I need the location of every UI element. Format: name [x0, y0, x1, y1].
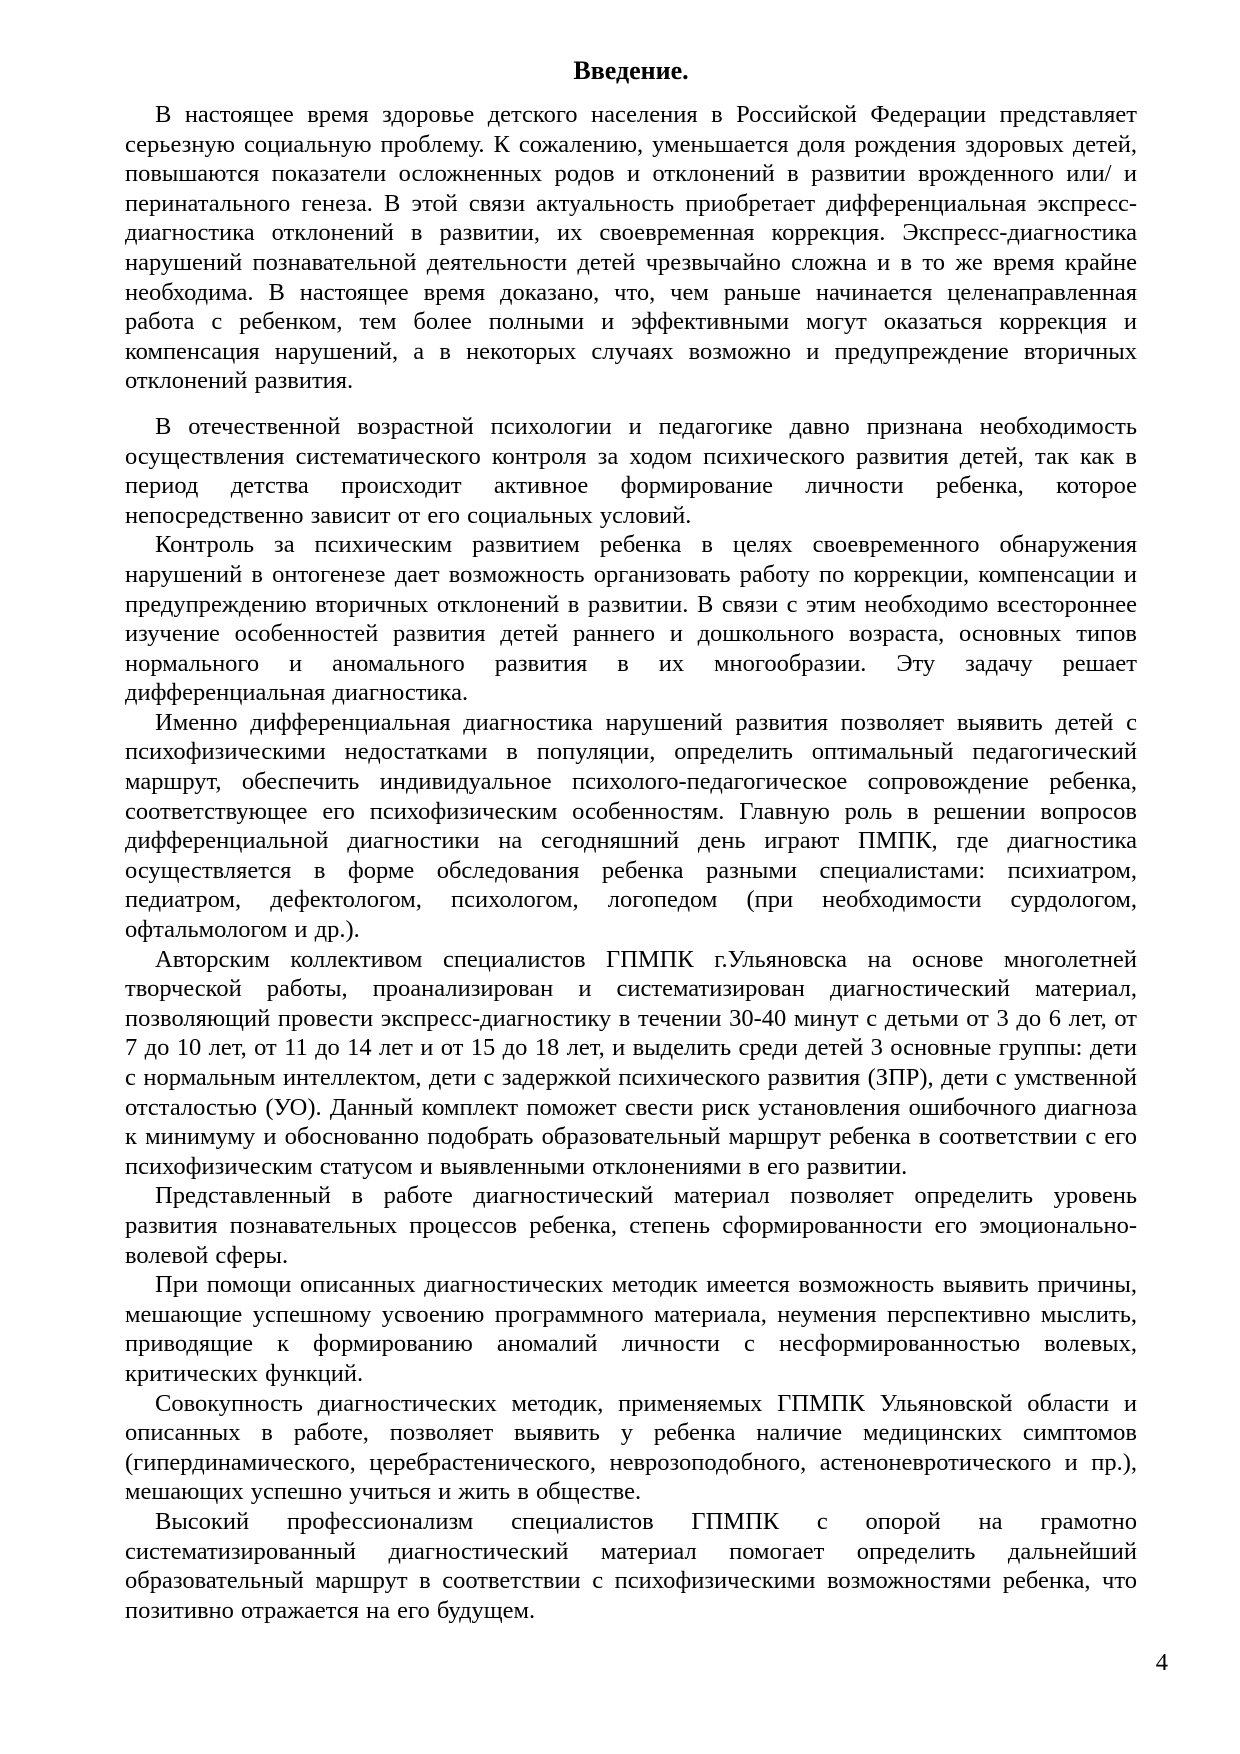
paragraph: В отечественной возрастной психологии и педагогике давно признана необходимость осуществления систематического контроля за ходом психического развития детей, так как в период детства происходит активное формирование личности ребенка, которое непосредственно зависит от его социальных условий. — [125, 412, 1137, 529]
paragraph: При помощи описанных диагностических методик имеется возможность выявить причины, мешающие успешному усвоению программного материала, неумения перспективно мыслить, приводящие к формированию аномалий личности с несформированностью волевых, критических функций. — [125, 1271, 1137, 1387]
text-column — [125, 56, 1137, 1625]
paragraph: В настоящее время здоровье детского населения в Российской Федерации представляет серьезную социальную проблему. К сожалению, уменьшается доля рождения здоровых детей, повышаются показатели осложненных родов и отклонений в развитии врожденного или/ и перинатального генеза. В этой связи актуальность приобретает дифференциальная экспресс-диагностика отклонений в развитии, их своевременная коррекция. Экспресс-диагностика нарушений познавательной деятельности детей чрезвычайно сложна и в то же время крайне необходима. В настоящее время доказано, что, чем раньше начинается целенаправленная работа с ребенком, тем более полными и эффективными могут оказаться коррекция и компенсация нарушений, а в некоторых случаях возможно и предупреждение вторичных отклонений развития. — [125, 101, 1137, 395]
paragraph: Высокий профессионализм специалистов ГПМПК с опорой на грамотно систематизированный диагностический материал помогает определить дальнейший образовательный маршрут в соответствии с психофизическими возможностями ребенка, что позитивно отражается на его будущем. — [125, 1507, 1137, 1624]
paragraph: Представленный в работе диагностический материал позволяет определить уровень развития познавательных процессов ребенка, степень сформированности его эмоционально-волевой сферы. — [125, 1182, 1137, 1269]
paragraph: Контроль за психическим развитием ребенка в целях своевременного обнаружения нарушений в онтогенезе дает возможность организовать работу по коррекции, компенсации и предупреждению вторичных отклонений в развитии. В связи с этим необходимо всестороннее изучение особенностей развития детей раннего и дошкольного возраста, основных типов нормального и аномального развития в их многообразии. Эту задачу решает дифференциальная диагностика. — [125, 531, 1137, 707]
document-body — [125, 100, 1137, 1625]
page-title: Введение. — [573, 56, 689, 85]
paragraph: Авторским коллективом специалистов ГПМПК г.Ульяновска на основе многолетней творческой работы, проанализирован и систематизирован диагностический материал, позволяющий провести экспресс-диагностику в течении 30-40 минут с детьми от 3 до 6 лет, от 7 до 10 лет, от 11 до 14 лет и от 15 до 18 лет, и выделить среди детей 3 основные группы: дети с нормальным интеллектом, дети с задержкой психического развития (ЗПР), дети с умственной отсталостью (УО). Данный комплект поможет свести риск установления ошибочного диагноза к минимуму и обоснованно подобрать образовательный маршрут ребенка в соответствии с его психофизическим статусом и выявленными отклонениями в его развитии. — [125, 945, 1137, 1180]
paragraph: Совокупность диагностических методик, применяемых ГПМПК Ульяновской области и описанных в работе, позволяет выявить у ребенка наличие медицинских симптомов (гипердинамического, церебрастенического, неврозоподобного, астеноневротического и пр.), мешающих успешно учиться и жить в обществе. — [125, 1389, 1137, 1506]
paragraph: Именно дифференциальная диагностика нарушений развития позволяет выявить детей с психофизическими недостатками в популяции, определить оптимальный педагогический маршрут, обеспечить индивидуальное психолого-педагогическое сопровождение ребенка, соответствующее его психофизическим особенностям. Главную роль в решении вопросов дифференциальной диагностики на сегодняшний день играют ПМПК, где диагностика осуществляется в форме обследования ребенка разными специалистами: психиатром, педиатром, дефектологом, психологом, логопедом (при необходимости сурдологом, офтальмологом и др.). — [125, 708, 1137, 944]
page-number: 4 — [1155, 1649, 1168, 1676]
